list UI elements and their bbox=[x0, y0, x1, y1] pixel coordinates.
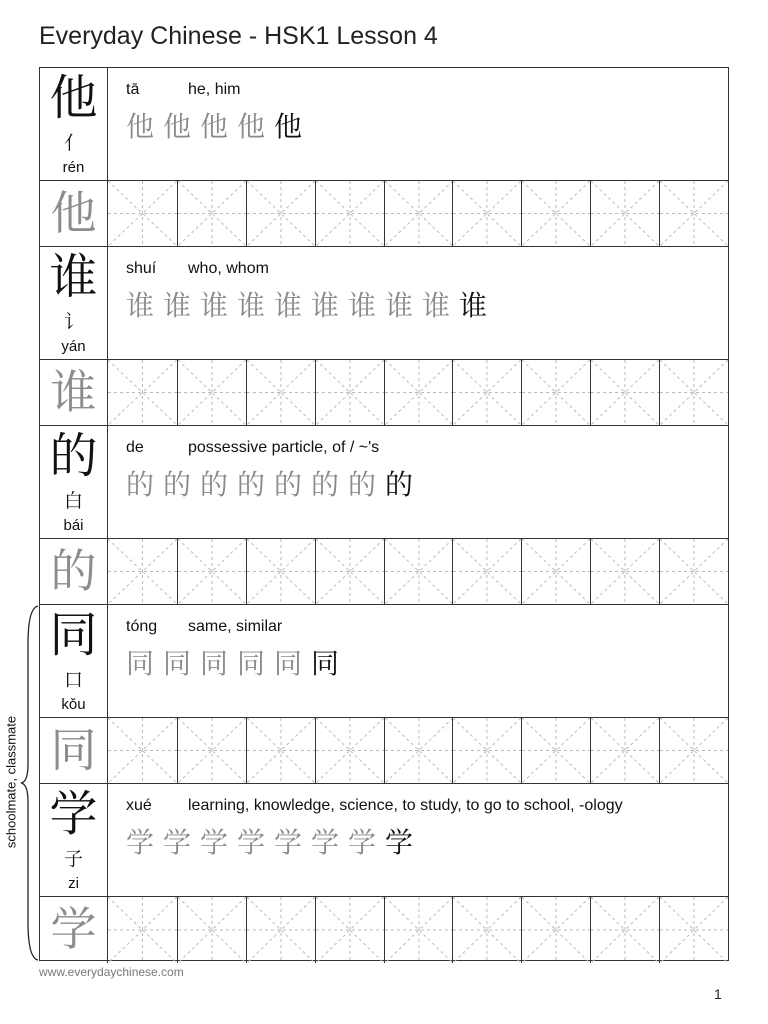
mi-grid-guide bbox=[178, 360, 246, 425]
mi-grid-guide bbox=[178, 539, 246, 604]
practice-row bbox=[40, 181, 728, 247]
stroke-step: 学 bbox=[385, 826, 414, 859]
stroke-step: 谁 bbox=[311, 289, 340, 322]
writing-grid bbox=[108, 181, 728, 246]
stroke-step: 谁 bbox=[200, 289, 229, 322]
mi-grid-guide bbox=[316, 897, 384, 963]
writing-cell[interactable] bbox=[452, 539, 521, 604]
stroke-step: 学 bbox=[163, 826, 192, 859]
stroke-step: 学 bbox=[311, 826, 340, 859]
writing-cell[interactable] bbox=[246, 360, 315, 425]
character-pinyin: tā bbox=[126, 81, 140, 98]
character-radical: 子 bbox=[63, 848, 83, 870]
practice-row bbox=[40, 360, 728, 426]
stroke-step: 的 bbox=[126, 468, 155, 501]
mi-grid-guide bbox=[522, 539, 590, 604]
writing-cell[interactable] bbox=[108, 539, 177, 604]
writing-cell[interactable] bbox=[452, 897, 521, 963]
stroke-step: 他 bbox=[163, 110, 192, 143]
mi-grid-guide bbox=[316, 718, 384, 783]
writing-cell[interactable] bbox=[177, 539, 246, 604]
page-number: 1 bbox=[714, 986, 722, 1002]
writing-cell[interactable] bbox=[452, 181, 521, 246]
trace-cell[interactable] bbox=[40, 897, 108, 963]
character-cell bbox=[40, 605, 108, 717]
writing-cell[interactable] bbox=[452, 360, 521, 425]
character-info-row bbox=[40, 426, 728, 539]
writing-cell[interactable] bbox=[452, 718, 521, 783]
stroke-step: 的 bbox=[237, 468, 266, 501]
character-meaning: learning, knowledge, science, to study, to go to school, -ology bbox=[188, 797, 623, 814]
mi-grid-guide bbox=[247, 897, 315, 963]
writing-cell[interactable] bbox=[384, 360, 453, 425]
practice-row bbox=[40, 718, 728, 784]
character-definition bbox=[126, 80, 240, 100]
writing-cell[interactable] bbox=[246, 718, 315, 783]
character-cell bbox=[40, 426, 108, 538]
character-meaning: same, similar bbox=[188, 618, 283, 635]
mi-grid-guide bbox=[108, 897, 177, 963]
writing-grid bbox=[108, 539, 728, 604]
mi-grid-guide bbox=[247, 360, 315, 425]
mi-grid-guide bbox=[453, 539, 521, 604]
stroke-step: 同 bbox=[237, 647, 266, 680]
writing-cell[interactable] bbox=[246, 539, 315, 604]
mi-grid-guide bbox=[247, 539, 315, 604]
stroke-step: 谁 bbox=[459, 289, 488, 322]
character-meaning: he, him bbox=[188, 81, 241, 98]
character-radical: 亻 bbox=[63, 132, 83, 154]
mi-grid-guide bbox=[316, 360, 384, 425]
radical-pinyin: rén bbox=[62, 159, 85, 176]
writing-cell[interactable] bbox=[177, 718, 246, 783]
writing-cell[interactable] bbox=[590, 897, 659, 963]
practice-sheet bbox=[39, 67, 729, 961]
writing-cell[interactable] bbox=[590, 181, 659, 246]
mi-grid-guide bbox=[108, 360, 177, 425]
stroke-step: 他 bbox=[274, 110, 303, 143]
mi-grid-guide bbox=[178, 181, 246, 246]
word-bracket bbox=[18, 604, 42, 962]
writing-cell[interactable] bbox=[521, 539, 590, 604]
writing-cell[interactable] bbox=[521, 181, 590, 246]
stroke-step: 谁 bbox=[348, 289, 377, 322]
writing-cell[interactable] bbox=[177, 897, 246, 963]
writing-cell[interactable] bbox=[659, 181, 728, 246]
character-cell bbox=[40, 784, 108, 896]
character-info-row bbox=[40, 68, 728, 181]
stroke-step: 同 bbox=[274, 647, 303, 680]
mi-grid-guide bbox=[522, 718, 590, 783]
writing-cell[interactable] bbox=[521, 360, 590, 425]
character-cell bbox=[40, 247, 108, 359]
stroke-step: 学 bbox=[200, 826, 229, 859]
mi-grid-guide bbox=[660, 181, 728, 246]
stroke-order-sequence bbox=[126, 464, 422, 506]
mi-grid-guide bbox=[660, 897, 728, 963]
writing-grid bbox=[108, 897, 728, 963]
character-pinyin: tóng bbox=[126, 618, 158, 635]
trace-cell[interactable] bbox=[40, 718, 108, 783]
mi-grid-guide bbox=[453, 718, 521, 783]
writing-cell[interactable] bbox=[521, 718, 590, 783]
character-info-row bbox=[40, 247, 728, 360]
mi-grid-guide bbox=[522, 181, 590, 246]
mi-grid-guide bbox=[385, 539, 453, 604]
stroke-step: 同 bbox=[311, 647, 340, 680]
mi-grid-guide bbox=[108, 181, 177, 246]
writing-cell[interactable] bbox=[108, 897, 177, 963]
writing-cell[interactable] bbox=[384, 539, 453, 604]
stroke-step: 的 bbox=[163, 468, 192, 501]
stroke-step: 他 bbox=[200, 110, 229, 143]
character-meaning: who, whom bbox=[188, 260, 269, 277]
stroke-step: 谁 bbox=[385, 289, 414, 322]
writing-cell[interactable] bbox=[315, 539, 384, 604]
stroke-order-sequence bbox=[126, 106, 311, 148]
mi-grid-guide bbox=[591, 897, 659, 963]
character-info-row bbox=[40, 784, 728, 897]
practice-row bbox=[40, 539, 728, 605]
character-cell bbox=[40, 68, 108, 180]
writing-cell[interactable] bbox=[521, 897, 590, 963]
stroke-step: 的 bbox=[348, 468, 377, 501]
stroke-step: 谁 bbox=[274, 289, 303, 322]
mi-grid-guide bbox=[108, 718, 177, 783]
stroke-order-sequence bbox=[126, 643, 348, 685]
trace-cell[interactable] bbox=[40, 181, 108, 246]
character-radical: 白 bbox=[63, 490, 83, 512]
mi-grid-guide bbox=[522, 897, 590, 963]
mi-grid-guide bbox=[660, 539, 728, 604]
stroke-step: 的 bbox=[311, 468, 340, 501]
writing-cell[interactable] bbox=[590, 360, 659, 425]
character-radical: 讠 bbox=[63, 311, 83, 333]
radical-pinyin: yán bbox=[61, 338, 86, 355]
character-definition bbox=[126, 259, 269, 279]
stroke-step: 学 bbox=[237, 826, 266, 859]
writing-cell[interactable] bbox=[590, 539, 659, 604]
character-info-row bbox=[40, 605, 728, 718]
stroke-step: 学 bbox=[274, 826, 303, 859]
stroke-step: 他 bbox=[237, 110, 266, 143]
writing-cell[interactable] bbox=[108, 181, 177, 246]
writing-cell[interactable] bbox=[246, 181, 315, 246]
writing-cell[interactable] bbox=[590, 718, 659, 783]
mi-grid-guide bbox=[453, 181, 521, 246]
trace-character: 的 bbox=[50, 544, 97, 598]
mi-grid-guide bbox=[108, 539, 177, 604]
stroke-step: 谁 bbox=[126, 289, 155, 322]
writing-cell[interactable] bbox=[315, 718, 384, 783]
stroke-step: 学 bbox=[348, 826, 377, 859]
writing-cell[interactable] bbox=[177, 360, 246, 425]
stroke-step: 谁 bbox=[422, 289, 451, 322]
character-pinyin: shuí bbox=[126, 260, 157, 277]
writing-cell[interactable] bbox=[384, 181, 453, 246]
trace-character: 谁 bbox=[50, 365, 97, 419]
mi-grid-guide bbox=[316, 181, 384, 246]
character-definition bbox=[126, 796, 623, 816]
trace-character: 学 bbox=[50, 902, 97, 956]
mi-grid-guide bbox=[178, 897, 246, 963]
writing-cell[interactable] bbox=[659, 718, 728, 783]
mi-grid-guide bbox=[453, 897, 521, 963]
radical-pinyin: zi bbox=[68, 875, 79, 892]
writing-cell[interactable] bbox=[315, 897, 384, 963]
mi-grid-guide bbox=[247, 718, 315, 783]
character-pinyin: xué bbox=[126, 797, 152, 814]
trace-character: 他 bbox=[50, 186, 97, 240]
trace-cell[interactable] bbox=[40, 539, 108, 604]
footer-url[interactable]: www.everydaychinese.com bbox=[39, 965, 184, 979]
character-hanzi: 他 bbox=[49, 70, 98, 126]
writing-cell[interactable] bbox=[384, 897, 453, 963]
character-hanzi: 谁 bbox=[49, 249, 98, 305]
character-hanzi: 学 bbox=[49, 786, 98, 842]
stroke-step: 的 bbox=[274, 468, 303, 501]
trace-character: 同 bbox=[50, 723, 97, 777]
stroke-step: 的 bbox=[200, 468, 229, 501]
character-hanzi: 的 bbox=[49, 428, 98, 484]
writing-grid bbox=[108, 360, 728, 425]
writing-cell[interactable] bbox=[108, 360, 177, 425]
character-pinyin: de bbox=[126, 439, 144, 456]
mi-grid-guide bbox=[591, 181, 659, 246]
character-hanzi: 同 bbox=[49, 607, 98, 663]
trace-cell[interactable] bbox=[40, 360, 108, 425]
character-definition bbox=[126, 438, 379, 458]
mi-grid-guide bbox=[247, 181, 315, 246]
stroke-order-sequence bbox=[126, 822, 422, 864]
radical-pinyin: bái bbox=[63, 517, 84, 534]
mi-grid-guide bbox=[385, 718, 453, 783]
mi-grid-guide bbox=[316, 539, 384, 604]
character-meaning: possessive particle, of / ~'s bbox=[188, 439, 380, 456]
writing-cell[interactable] bbox=[246, 897, 315, 963]
stroke-step: 学 bbox=[126, 826, 155, 859]
stroke-step: 他 bbox=[126, 110, 155, 143]
writing-cell[interactable] bbox=[108, 718, 177, 783]
mi-grid-guide bbox=[453, 360, 521, 425]
mi-grid-guide bbox=[522, 360, 590, 425]
page-title: Everyday Chinese - HSK1 Lesson 4 bbox=[39, 22, 438, 50]
stroke-step: 的 bbox=[385, 468, 414, 501]
mi-grid-guide bbox=[385, 897, 453, 963]
writing-cell[interactable] bbox=[659, 897, 728, 963]
stroke-step: 谁 bbox=[237, 289, 266, 322]
mi-grid-guide bbox=[178, 718, 246, 783]
stroke-step: 同 bbox=[200, 647, 229, 680]
writing-cell[interactable] bbox=[177, 181, 246, 246]
stroke-order-sequence bbox=[126, 285, 496, 327]
practice-row bbox=[40, 897, 728, 963]
mi-grid-guide bbox=[385, 181, 453, 246]
stroke-step: 同 bbox=[126, 647, 155, 680]
character-radical: 口 bbox=[63, 669, 83, 691]
mi-grid-guide bbox=[660, 718, 728, 783]
writing-cell[interactable] bbox=[659, 360, 728, 425]
writing-cell[interactable] bbox=[659, 539, 728, 604]
mi-grid-guide bbox=[385, 360, 453, 425]
mi-grid-guide bbox=[591, 539, 659, 604]
stroke-step: 谁 bbox=[163, 289, 192, 322]
character-definition bbox=[126, 617, 282, 637]
mi-grid-guide bbox=[591, 718, 659, 783]
writing-cell[interactable] bbox=[315, 360, 384, 425]
stroke-step: 同 bbox=[163, 647, 192, 680]
mi-grid-guide bbox=[591, 360, 659, 425]
mi-grid-guide bbox=[660, 360, 728, 425]
writing-cell[interactable] bbox=[315, 181, 384, 246]
radical-pinyin: kǒu bbox=[61, 696, 86, 713]
word-group-label: schoolmate, classmate bbox=[3, 715, 19, 849]
writing-grid bbox=[108, 718, 728, 783]
writing-cell[interactable] bbox=[384, 718, 453, 783]
